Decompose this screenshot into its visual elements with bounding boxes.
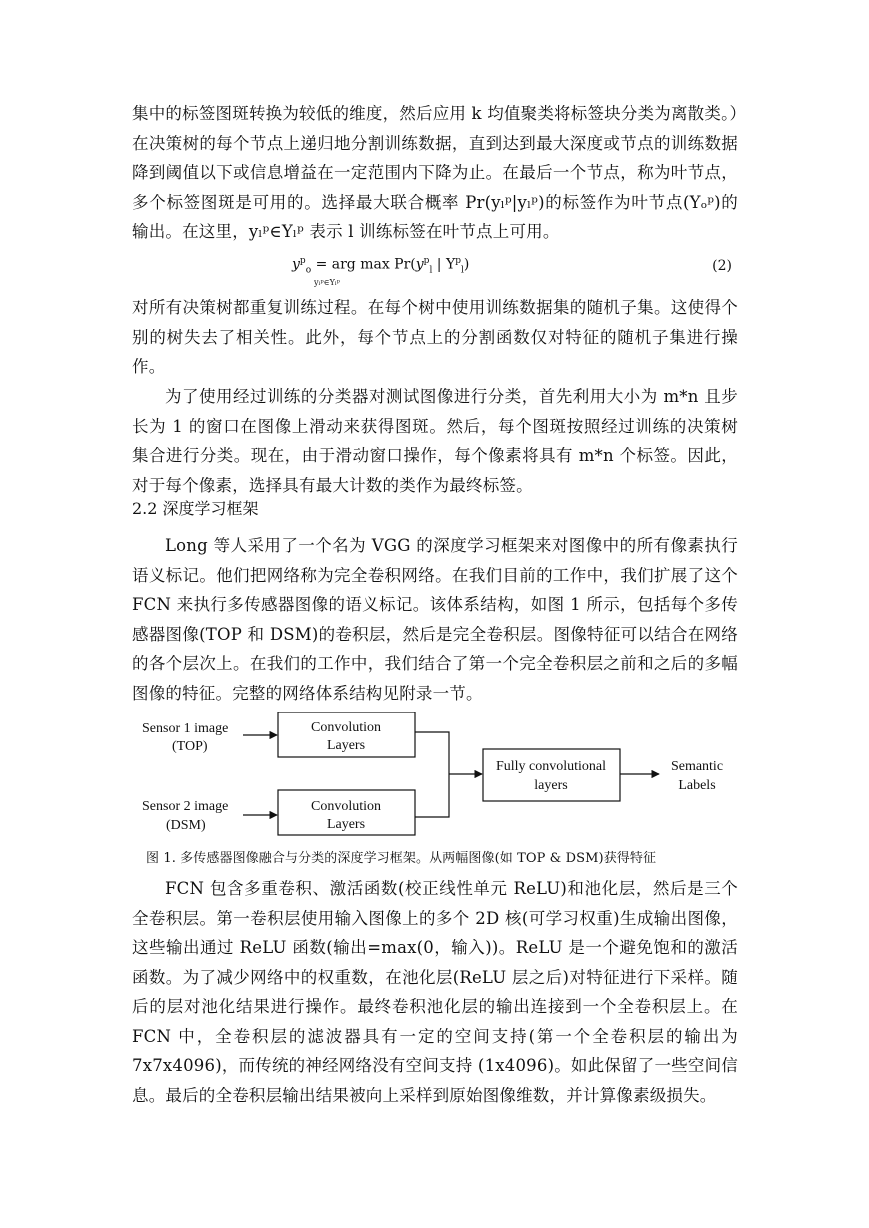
equation-argmax: = arg max Pr( [315,256,416,273]
equation-given-sup: p [455,256,461,266]
fcn-block-title: Fully convolutional [495,759,607,774]
equation-2 [132,252,738,292]
framework-diagram [132,712,752,847]
section-heading: 2.2 深度学习框架 [132,499,259,518]
equation-lhs: y [292,256,300,273]
equation-expression [292,256,469,275]
paragraph-fcn-details: FCN 包含多重卷积、激活函数(校正线性单元 ReLU)和池化层，然后是三个全卷积层。第一卷积层使用输入图像上的多个 2D 核(可学习权重)生成输出图像，这些输出通过 ReLU 函数(输出=max(0，输入))。ReLU 是一个避免饱和的激活函数。为了减少网络中的权重数，在池化层(ReLU 层之后)对特征进行下采样。随后的层对池化结果进行操作。最终卷积池化层的输出连接到一个全卷积层上。在 FCN 中，全卷积层的滤波器具有一定的空间支持(第一个全卷积层的输出为 7x7x4096)，而传统的神经网络没有空间支持 (1x4096)。如此保留了一些空间信息。最后的全卷积层输出结果被向上采样到原始图像维数，并计算像素级损失。 [132,879,738,1105]
fcn-block-subtitle: layers [534,778,568,793]
output-label: Semantic [670,759,724,774]
equation-lhs-sub: o [305,265,312,276]
paragraph-classification: 为了使用经过训练的分类器对测试图像进行分类，首先利用大小为 m*n 且步长为 1 的窗口在图像上滑动来获得图斑。然后，每个图斑按照经过训练的决策树集合进行分类。现在，由于滑动窗口操作，每个像素将具有 m*n 个标签。因此，对于每个像素，选择具有最大计数的类作为最终标签。 [132,387,738,495]
paragraph-training-repeat: 对所有决策树都重复训练过程。在每个树中使用训练数据集的随机子集。这使得个别的树失去了相关性。此外，每个节点上的分割函数仅对特征的随机子集进行操作。 [132,298,738,376]
equation-close: ) [463,256,470,273]
conv-block-1-subtitle: Layers [326,738,366,753]
conv-block-2-title: Convolution [310,799,382,814]
equation-term-sup: p [423,256,430,266]
sensor2-sublabel: (DSM) [166,818,206,833]
figure-caption: 图 1. 多传感器图像融合与分类的深度学习框架。从两幅图像(如 TOP & DSM)获得特征 [146,851,657,866]
paragraph-deep-learning: Long 等人采用了一个名为 VGG 的深度学习框架来对图像中的所有像素执行语义标记。他们把网络称为完全卷积网络。在我们目前的工作中，我们扩展了这个 FCN 来执行多传感器图像的语义标记。该体系结构，如图 1 所示，包括每个多传感器图像(TOP 和 DSM)的卷积层，然后是完全卷积层。图像特征可以结合在网络的各个层次上。在我们的工作中，我们结合了第一个完全卷积层之前和之后的多幅图像的特征。完整的网络体系结构见附录一节。 [132,536,738,703]
equation-lhs-sup: p [299,256,306,266]
equation-term: y [415,256,424,273]
conv-block-1-title: Convolution [310,720,382,735]
conv-block-2-subtitle: Layers [326,817,366,832]
equation-term-sub: l [429,265,433,276]
equation-given-sub: l [460,265,464,276]
equation-argmax-domain: yₗᵖ∈Yₗᵖ [314,278,341,287]
equation-number: (2) [712,258,732,274]
output-sublabel: Labels [678,778,716,793]
sensor2-label: Sensor 2 image [142,799,229,814]
fcn-block [483,749,620,801]
equation-given: | Y [432,256,456,273]
merge-bracket [415,732,449,817]
sensor1-label: Sensor 1 image [142,721,229,736]
sensor1-sublabel: (TOP) [172,739,208,754]
paragraph-decision-tree: 集中的标签图斑转换为较低的维度，然后应用 k 均值聚类将标签块分类为离散类。）在决策树的每个节点上递归地分割训练数据，直到达到最大深度或节点的训练数据降到阈值以下或信息增益在一定范围内下降为止。在最后一个节点，称为叶节点，多个标签图斑是可用的。选择最大联合概率 Pr(yₗᵖ|yₗᵖ)的标签作为叶节点(Yₒᵖ)的输出。在这里，yₗᵖ∈Yₗᵖ 表示 l 训练标签在叶节点上可用。 [132,104,738,241]
